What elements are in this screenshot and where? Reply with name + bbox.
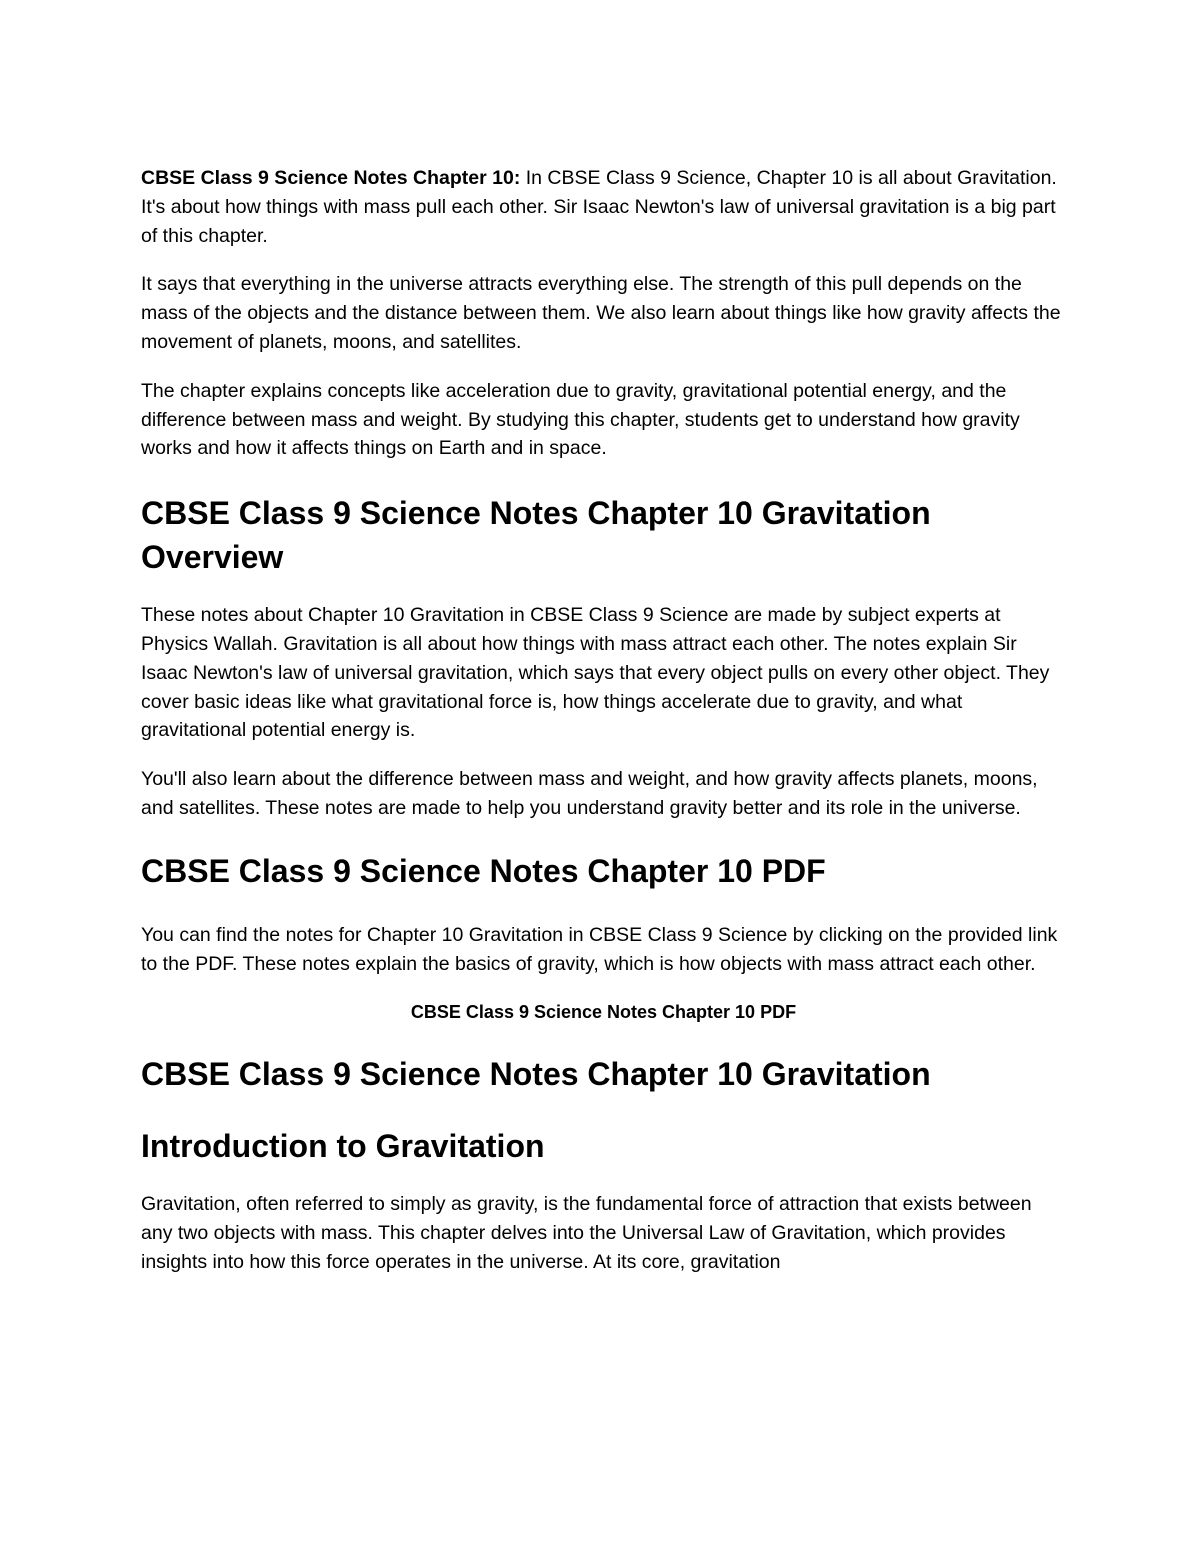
intro-paragraph-2: It says that everything in the universe attracts everything else. The strength of this pull depends on the mass of the objects and the distance between them. We also learn about things like how gravity affects the movement of planets, moons, and satellites.: [141, 273, 1061, 353]
introduction-heading: Introduction to Gravitation: [141, 1128, 545, 1165]
intro-lead-bold: CBSE Class 9 Science Notes Chapter 10:: [141, 167, 521, 189]
pdf-paragraph: You can find the notes for Chapter 10 Gravitation in CBSE Class 9 Science by clicking on the provided link to the PDF. These notes explain the basics of gravity, which is how objects with mass attract each other.: [141, 923, 1058, 975]
document-page: [141, 164, 1066, 1297]
gravitation-paragraph: Gravitation, often referred to simply as gravity, is the fundamental force of attraction that exists between any two objects with mass. This chapter delves into the Universal Law of Gravitation, which provides insights into how this force operates in the universe. At its core, gravitation: [141, 1193, 1032, 1273]
intro-paragraph-1: [141, 164, 1066, 250]
overview-heading: CBSE Class 9 Science Notes Chapter 10 Gravitation Overview: [141, 495, 931, 576]
overview-paragraph-2: You'll also learn about the difference between mass and weight, and how gravity affects planets, moons, and satellites. These notes are made to help you understand gravity better and its role in the universe.: [141, 768, 1038, 819]
pdf-heading: CBSE Class 9 Science Notes Chapter 10 PDF: [141, 852, 826, 889]
overview-paragraph-1: These notes about Chapter 10 Gravitation in CBSE Class 9 Science are made by subject experts at Physics Wallah. Gravitation is all about how things with mass attract each other. The notes explain Sir Isaac Newton's law of universal gravitation, which says that every object pulls on every other object. They cover basic ideas like what gravitational force is, how things accelerate due to gravity, and what gravitational potential energy is.: [141, 604, 1050, 742]
intro-lead-text: In CBSE Class 9 Science, Chapter 10 is all about Gravitation. It's about how things with mass pull each other. Sir Isaac Newton's law of universal gravitation is a big part of this chapter.: [141, 167, 1057, 247]
intro-paragraph-3: The chapter explains concepts like acceleration due to gravity, gravitational potential energy, and the difference between mass and weight. By studying this chapter, students get to understand how gravity works and how it affects things on Earth and in space.: [141, 379, 1020, 460]
pdf-link[interactable]: CBSE Class 9 Science Notes Chapter 10 PDF: [410, 1002, 797, 1023]
gravitation-heading: CBSE Class 9 Science Notes Chapter 10 Gravitation: [141, 1056, 931, 1093]
